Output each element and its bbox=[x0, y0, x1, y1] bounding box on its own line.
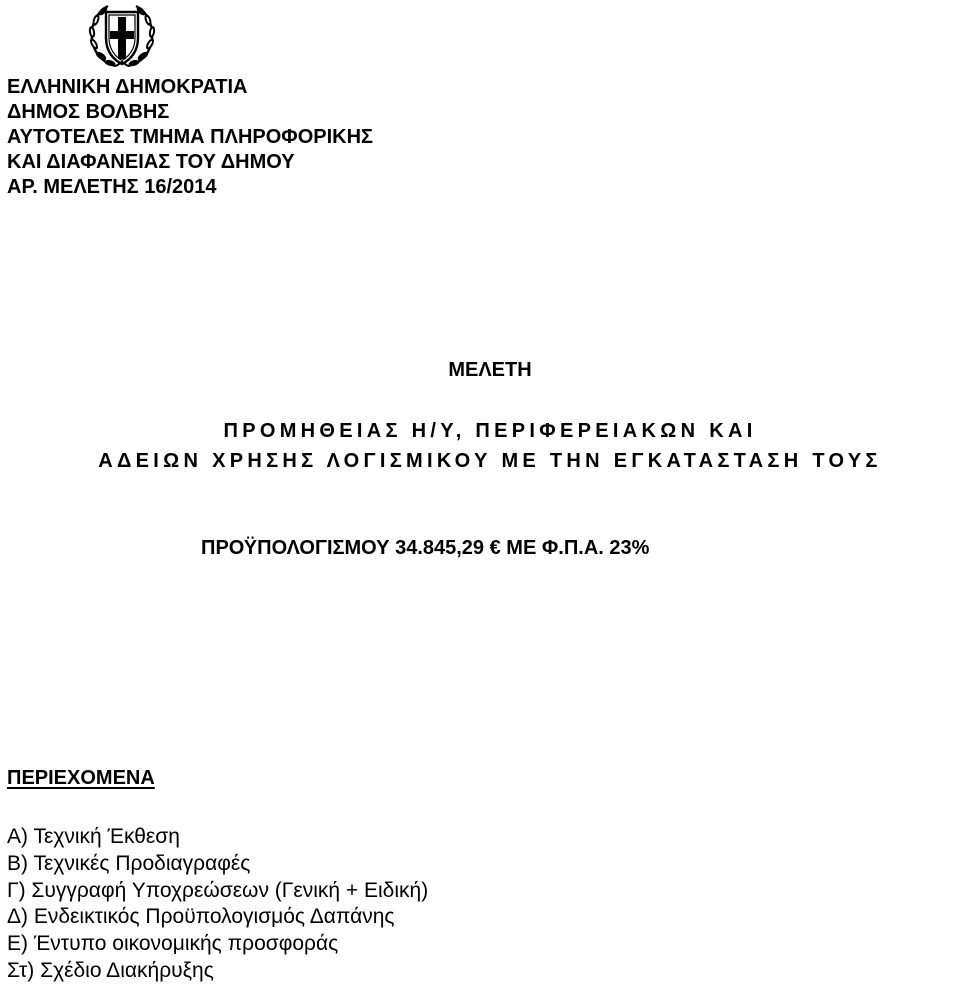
contents-item-budget: Δ) Ενδεικτικός Προϋπολογισμός Δαπάνης bbox=[7, 905, 395, 929]
contents-item-technical-specs: Β) Τεχνικές Προδιαγραφές bbox=[7, 851, 251, 875]
contents-item-technical-report: Α) Τεχνική Έκθεση bbox=[7, 825, 180, 848]
header-line-department: ΑΥΤΟΤΕΛΕΣ ΤΜΗΜΑ ΠΛΗΡΟΦΟΡΙΚΗΣ bbox=[7, 126, 374, 148]
study-subject-line-2: ΑΔΕΙΩΝ ΧΡΗΣΗΣ ΛΟΓΙΣΜΙΚΟΥ ΜΕ ΤΗΝ ΕΓΚΑΤΑΣΤΑΣΗ ΤΟΥΣ bbox=[98, 450, 882, 472]
contents-item-obligations: Γ) Συγγραφή Υποχρεώσεων (Γενική + Ειδική) bbox=[7, 878, 429, 902]
greek-coat-of-arms-icon bbox=[86, 2, 158, 70]
header-line-country: ΕΛΛΗΝΙΚΗ ΔΗΜΟΚΡΑΤΙΑ bbox=[7, 76, 248, 98]
study-budget: ΠΡΟΫΠΟΛΟΓΙΣΜΟΥ 34.845,29 € ΜΕ Φ.Π.Α. 23% bbox=[201, 537, 650, 559]
study-subject-line-1: ΠΡΟΜΗΘΕΙΑΣ Η/Υ, ΠΕΡΙΦΕΡΕΙΑΚΩΝ ΚΑΙ bbox=[223, 420, 757, 442]
contents-item-financial-offer: Ε) Έντυπο οικονομικής προσφοράς bbox=[7, 932, 339, 956]
study-title: ΜΕΛΕΤΗ bbox=[448, 359, 532, 381]
header-line-municipality: ΔΗΜΟΣ ΒΟΛΒΗΣ bbox=[7, 101, 170, 123]
contents-heading: ΠΕΡΙΕΧΟΜΕΝΑ bbox=[7, 767, 155, 789]
contents-item-tender-notice: Στ) Σχέδιο Διακήρυξης bbox=[7, 958, 214, 982]
contents-list bbox=[7, 824, 428, 985]
issuer-header bbox=[7, 75, 373, 200]
header-line-study-number: ΑΡ. ΜΕΛΕΤΗΣ 16/2014 bbox=[7, 176, 217, 198]
header-line-department-cont: ΚΑΙ ΔΙΑΦΑΝΕΙΑΣ ΤΟΥ ΔΗΜΟΥ bbox=[7, 151, 295, 173]
